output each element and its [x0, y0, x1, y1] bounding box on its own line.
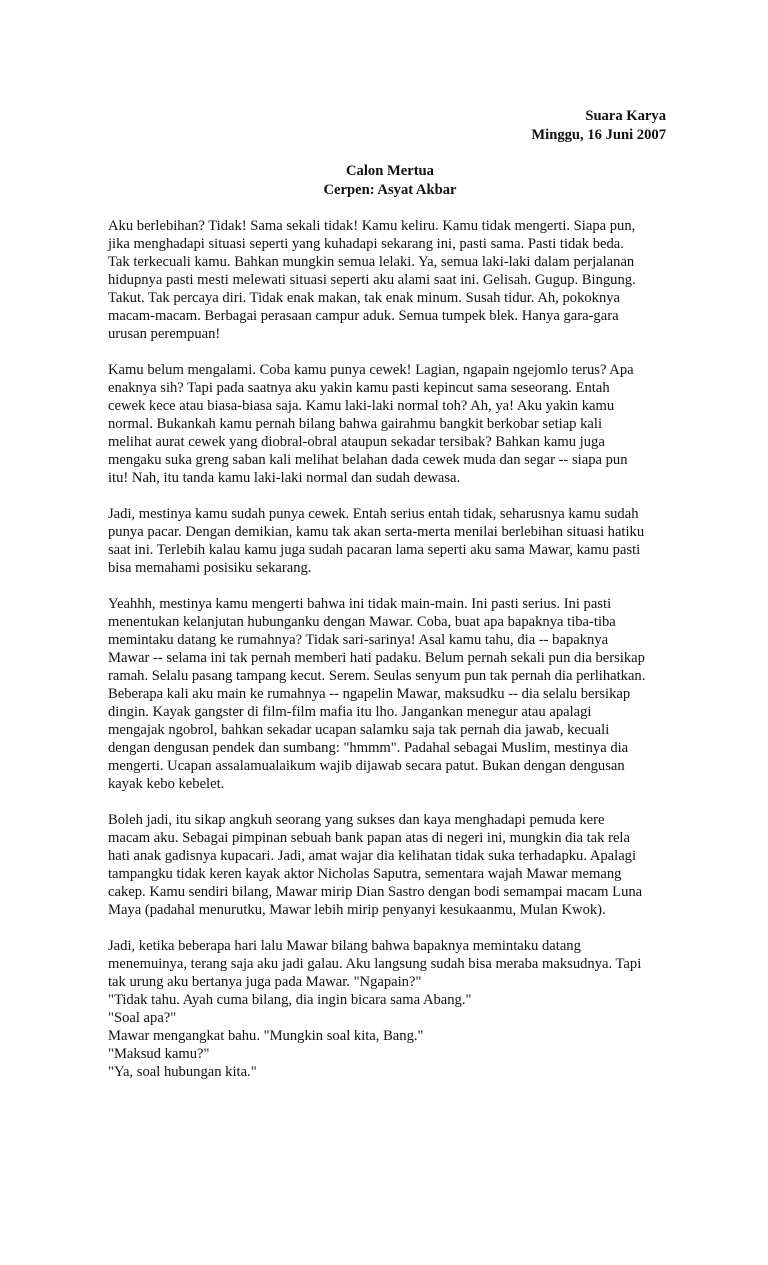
text-line: dingin. Kayak gangster di film-film mafia itu lho. Jangankan menegur atau apalagi: [108, 704, 592, 720]
article-page: [108, 107, 664, 1081]
text-line: Jadi, ketika beberapa hari lalu Mawar bilang bahwa bapaknya memintaku datang: [108, 938, 581, 954]
text-line: urusan perempuan!: [108, 326, 221, 342]
text-line: memintaku datang ke rumahnya? Tidak sari-sarinya! Asal kamu tahu, dia -- bapaknya: [108, 632, 609, 648]
text-line: Takut. Tak percaya diri. Tidak enak makan, tak enak minum. Susah tidur. Ah, pokoknya: [108, 290, 621, 306]
text-line: punya pacar. Dengan demikian, kamu tak akan serta-merta menilai berlebihan situasi hatiku: [108, 524, 645, 540]
text-line: ramah. Selalu pasang tampang kecut. Serem. Seulas senyum pun tak pernah dia perlihatkan.: [108, 668, 646, 684]
text-line: Tak terkecuali kamu. Bahkan mungkin semua lelaki. Ya, semua laki-laki dalam perjalanan: [108, 254, 635, 270]
text-line: Aku berlebihan? Tidak! Sama sekali tidak! Kamu keliru. Kamu tidak mengerti. Siapa pun,: [108, 218, 636, 234]
text-line: hidupnya pasti mesti melewati situasi seperti aku alami saat ini. Gelisah. Gugup. Bingung.: [108, 272, 636, 288]
text-line: melihat aurat cewek yang diobral-obral ataupun sekadar tersibak? Bahkan kamu juga: [108, 434, 605, 450]
paragraph: [108, 217, 664, 343]
dialogue-line: Mawar mengangkat bahu. "Mungkin soal kita, Bang.": [108, 1028, 424, 1044]
paragraph: [108, 937, 664, 1081]
text-line: hati anak gadisnya kupacari. Jadi, amat wajar dia kelihatan tidak suka terhadapku. Apalagi: [108, 848, 637, 864]
paragraph: [108, 811, 664, 919]
text-line: tampangku tidak keren kayak aktor Nicholas Saputra, sementara wajah Mawar memang: [108, 866, 622, 882]
story-title: Calon Mertua: [346, 163, 434, 179]
text-line: tak urung aku bertanya juga pada Mawar. "Ngapain?": [108, 974, 422, 990]
publication-header: [108, 107, 666, 145]
text-line: kayak kebo kebelet.: [108, 776, 225, 792]
paragraph: [108, 595, 664, 793]
text-line: Kamu belum mengalami. Coba kamu punya cewek! Lagian, ngapain ngejomlo terus? Apa: [108, 362, 634, 378]
text-line: cewek kece atau biasa-biasa saja. Kamu laki-laki normal toh? Ah, ya! Aku yakin kamu: [108, 398, 615, 414]
dialogue-line: "Soal apa?": [108, 1010, 177, 1026]
text-line: menentukan kelanjutan hubunganku dengan Mawar. Coba, buat apa bapaknya tiba-tiba: [108, 614, 616, 630]
text-line: mengajak ngobrol, bahkan sekadar ucapan salamku saja tak pernah dia jawab, kecuali: [108, 722, 610, 738]
publication-name: Suara Karya: [585, 108, 666, 124]
text-line: saat ini. Terlebih kalau kamu juga sudah pacaran lama seperti aku sama Mawar, kamu pasti: [108, 542, 641, 558]
text-line: menemuinya, terang saja aku jadi galau. Aku langsung sudah bisa meraba maksudnya. Tapi: [108, 956, 642, 972]
text-line: mengerti. Ucapan assalamualaikum wajib dijawab secara patut. Bukan dengan dengusan: [108, 758, 625, 774]
paragraph: [108, 505, 664, 577]
text-line: bisa memahami posisiku sekarang.: [108, 560, 312, 576]
text-line: Boleh jadi, itu sikap angkuh seorang yang sukses dan kaya menghadapi pemuda kere: [108, 812, 605, 828]
text-line: cakep. Kamu sendiri bilang, Mawar mirip Dian Sastro dengan bodi semampai macam Luna: [108, 884, 643, 900]
dialogue-line: "Tidak tahu. Ayah cuma bilang, dia ingin bicara sama Abang.": [108, 992, 472, 1008]
story-title-block: [108, 162, 664, 200]
story-author: Cerpen: Asyat Akbar: [323, 182, 457, 198]
text-line: jika menghadapi situasi seperti yang kuhadapi sekarang ini, pasti sama. Pasti tidak beda.: [108, 236, 624, 252]
text-line: itu! Nah, itu tanda kamu laki-laki normal dan sudah dewasa.: [108, 470, 461, 486]
text-line: normal. Bukankah kamu pernah bilang bahwa gairahmu bangkit berkobar setiap kali: [108, 416, 603, 432]
story-body: [108, 217, 664, 1081]
text-line: Mawar -- selama ini tak pernah memberi hati padaku. Belum pernah sekali pun dia bersikap: [108, 650, 645, 666]
text-line: Maya (padahal menurutku, Mawar lebih mirip penyanyi kesukaanmu, Mulan Kwok).: [108, 902, 606, 918]
text-line: macam aku. Sebagai pimpinan sebuah bank papan atas di negeri ini, mungkin dia tak rela: [108, 830, 630, 846]
text-line: Beberapa kali aku main ke rumahnya -- ngapelin Mawar, maksudku -- dia selalu bersikap: [108, 686, 631, 702]
text-line: macam-macam. Berbagai perasaan campur aduk. Semua tumpek blek. Hanya gara-gara: [108, 308, 619, 324]
paragraph: [108, 361, 664, 487]
text-line: Jadi, mestinya kamu sudah punya cewek. Entah serius entah tidak, seharusnya kamu sudah: [108, 506, 639, 522]
text-line: enaknya sih? Tapi pada saatnya aku yakin kamu pasti kepincut sama seseorang. Entah: [108, 380, 610, 396]
publication-date: Minggu, 16 Juni 2007: [531, 127, 666, 143]
dialogue-line: "Maksud kamu?": [108, 1046, 210, 1062]
text-line: dengan dengusan pendek dan sumbang: "hmmm". Padahal sebagai Muslim, mestinya dia: [108, 740, 629, 756]
text-line: Yeahhh, mestinya kamu mengerti bahwa ini tidak main-main. Ini pasti serius. Ini pasti: [108, 596, 612, 612]
dialogue-line: "Ya, soal hubungan kita.": [108, 1064, 257, 1080]
text-line: mengaku suka greng saban kali melihat belahan dada cewek muda dan segar -- siapa pun: [108, 452, 628, 468]
